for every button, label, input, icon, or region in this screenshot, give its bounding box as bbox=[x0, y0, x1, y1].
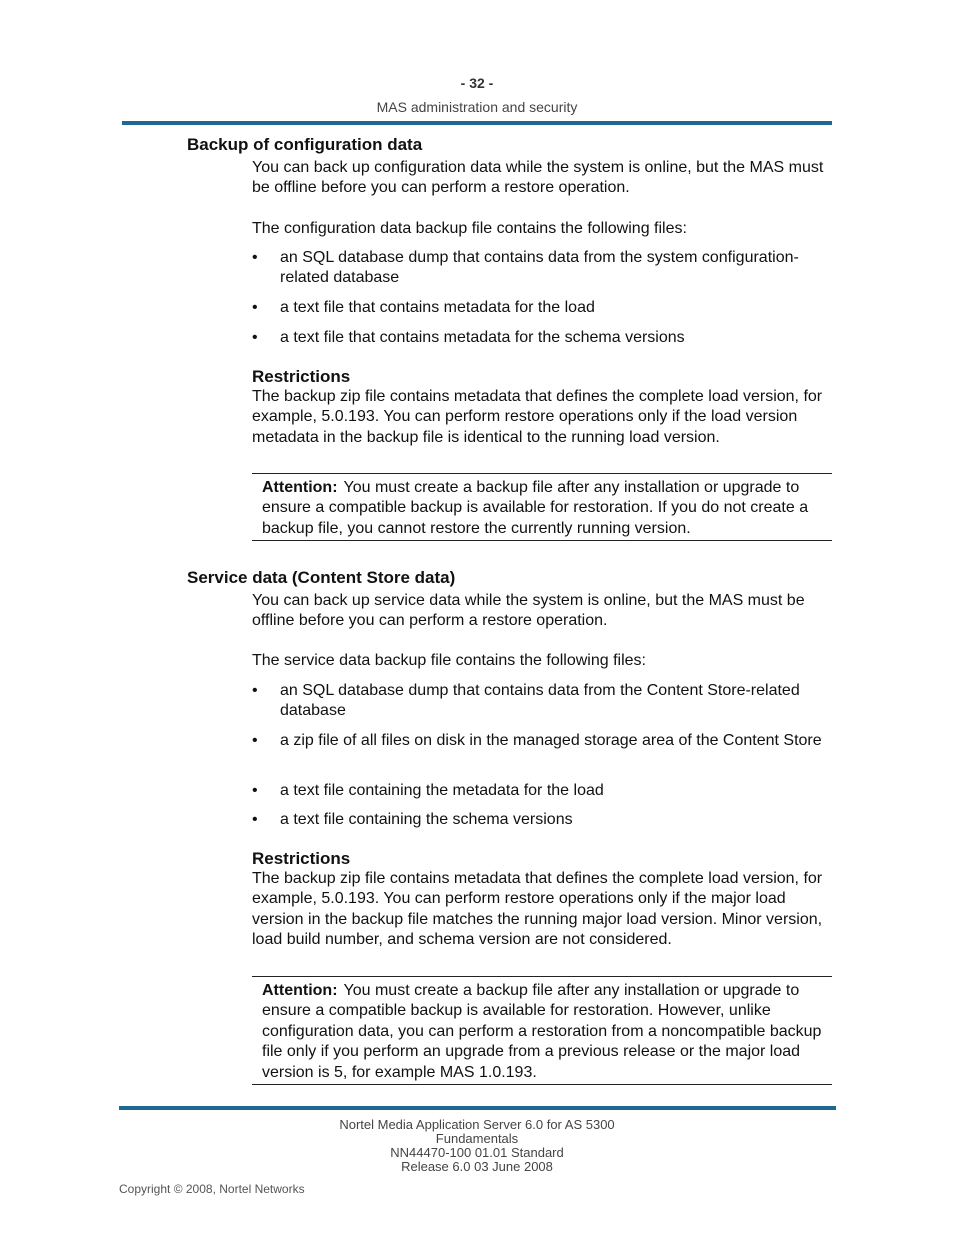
section-title-backup-config: Backup of configuration data bbox=[187, 135, 423, 154]
footer-release: Release 6.0 03 June 2008 bbox=[401, 1159, 553, 1174]
section2-intro: You can back up service data while the system is online, but the MAS must be offline before you can perform a restore operation. bbox=[252, 592, 805, 630]
section2-list-intro: The service data backup file contains the following files: bbox=[252, 652, 646, 669]
list-item-text: an SQL database dump that contains data from the Content Store-related database bbox=[280, 682, 800, 720]
restrictions-text: The backup zip file contains metadata that defines the complete load version, for example, 5.0.193. You can perform restore operations only if the major load version in the backup file matches the running major load version. Minor version, load build number, and schema version are not considered. bbox=[252, 870, 823, 949]
list-item bbox=[252, 248, 834, 289]
bullet-glyph: • bbox=[252, 682, 258, 699]
copyright: Copyright © 2008, Nortel Networks bbox=[119, 1182, 305, 1196]
list-item-text: an SQL database dump that contains data from the system configuration-related database bbox=[280, 249, 799, 287]
footer-rule bbox=[119, 1106, 836, 1110]
footer-doc-title: Fundamentals bbox=[435, 1131, 519, 1146]
attention-text: You must create a backup file after any installation or upgrade to ensure a compatible backup is available for restoration. If you do not create a backup file, you cannot restore the currently running version. bbox=[262, 479, 809, 537]
attention-label: Attention: bbox=[262, 479, 338, 496]
restrictions-heading: Restrictions bbox=[252, 849, 351, 868]
footer-doc-number: NN44470-100 01.01 Standard bbox=[390, 1145, 564, 1160]
restrictions-heading: Restrictions bbox=[252, 367, 351, 386]
bullet-glyph: • bbox=[252, 329, 258, 346]
list-item bbox=[252, 810, 834, 830]
bullet-glyph: • bbox=[252, 249, 258, 266]
attention-box bbox=[252, 473, 832, 541]
bullet-glyph: • bbox=[252, 732, 258, 749]
page-number: - 32 - bbox=[460, 75, 494, 91]
list-item-text: a text file that contains metadata for the schema versions bbox=[280, 329, 685, 346]
list-item bbox=[252, 681, 834, 722]
restrictions-text: The backup zip file contains metadata that defines the complete load version, for example, 5.0.193. You can perform restore operations only if the load version metadata in the backup file is identical to the running load version. bbox=[252, 388, 823, 446]
list-item-text: a zip file of all files on disk in the managed storage area of the Content Store bbox=[280, 732, 822, 749]
attention-box bbox=[252, 976, 832, 1085]
list-item-text: a text file that contains metadata for the load bbox=[280, 299, 595, 316]
list-item bbox=[252, 328, 834, 348]
bullet-glyph: • bbox=[252, 299, 258, 316]
header-rule bbox=[122, 121, 832, 125]
list-item-text: a text file containing the metadata for the load bbox=[280, 782, 604, 799]
attention-text: You must create a backup file after any installation or upgrade to ensure a compatible backup is available for restoration. However, unlike configuration data, you can perform a restoration from a noncompatible backup file only if you perform an upgrade from a previous release or the major load version is 5, for example MAS 1.0.193. bbox=[262, 982, 822, 1081]
attention-label: Attention: bbox=[262, 982, 338, 999]
bullet-glyph: • bbox=[252, 811, 258, 828]
running-header: MAS administration and security bbox=[376, 99, 578, 115]
section-title-service-data: Service data (Content Store data) bbox=[187, 568, 456, 587]
list-item bbox=[252, 298, 834, 318]
footer-product: Nortel Media Application Server 6.0 for AS 5300 bbox=[339, 1117, 615, 1132]
section1-intro: You can back up configuration data while the system is online, but the MAS must be offline before you can perform a restore operation. bbox=[252, 159, 824, 197]
section1-list-intro: The configuration data backup file contains the following files: bbox=[252, 220, 687, 237]
bullet-glyph: • bbox=[252, 782, 258, 799]
list-item bbox=[252, 731, 834, 751]
list-item-text: a text file containing the schema versions bbox=[280, 811, 573, 828]
list-item bbox=[252, 781, 834, 801]
